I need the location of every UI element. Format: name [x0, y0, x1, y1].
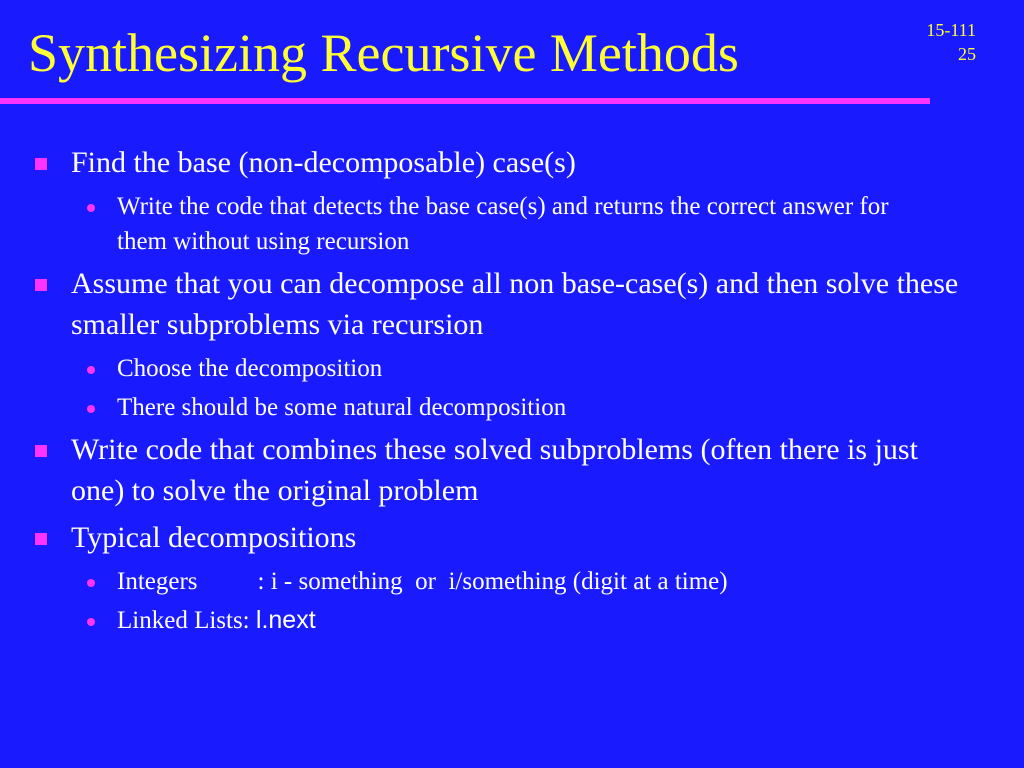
sub-bullet-item — [0, 351, 1024, 386]
dot-bullet-icon — [87, 579, 95, 587]
dot-bullet-icon — [87, 405, 95, 413]
bullet-text: Typical decompositions — [71, 521, 357, 554]
bullet-list — [0, 142, 1024, 642]
slide-number — [886, 18, 976, 66]
course-code: 15-111 — [926, 20, 976, 40]
bullet-text: Write code that combines these solved subproblems (often there is just one) to solve the original problem — [71, 433, 918, 507]
bullet-item — [0, 263, 1024, 345]
sub-bullet-item — [0, 603, 1024, 638]
dot-bullet-icon — [87, 204, 95, 212]
integers-description: : i - something or i/something (digit at a time) — [257, 568, 728, 595]
page-number: 25 — [958, 44, 976, 64]
sub-bullet-text: There should be some natural decomposition — [117, 394, 567, 421]
sub-bullet-item — [0, 189, 1024, 259]
sub-bullet-text: Choose the decomposition — [117, 355, 383, 382]
dot-bullet-icon — [87, 366, 95, 374]
sub-bullet-item — [0, 390, 1024, 425]
square-bullet-icon — [35, 445, 47, 457]
dot-bullet-icon — [87, 618, 95, 626]
bullet-item — [0, 429, 1024, 511]
square-bullet-icon — [35, 279, 47, 291]
linked-lists-code: l.next — [255, 606, 316, 634]
bullet-item — [0, 517, 1024, 558]
slide-title: Synthesizing Recursive Methods — [28, 23, 739, 83]
sub-bullet-text: Write the code that detects the base case(s) and returns the correct answer for them without using recursion — [117, 193, 889, 255]
linked-lists-label: Linked Lists: — [117, 607, 256, 634]
title-divider — [0, 98, 930, 104]
bullet-text: Assume that you can decompose all non base-case(s) and then solve these smaller subproblems via recursion — [71, 267, 959, 341]
bullet-item — [0, 142, 1024, 183]
square-bullet-icon — [35, 533, 47, 545]
square-bullet-icon — [35, 158, 47, 170]
bullet-text: Find the base (non-decomposable) case(s) — [71, 146, 576, 179]
sub-bullet-item — [0, 564, 1024, 599]
integers-label: Integers — [117, 568, 198, 595]
